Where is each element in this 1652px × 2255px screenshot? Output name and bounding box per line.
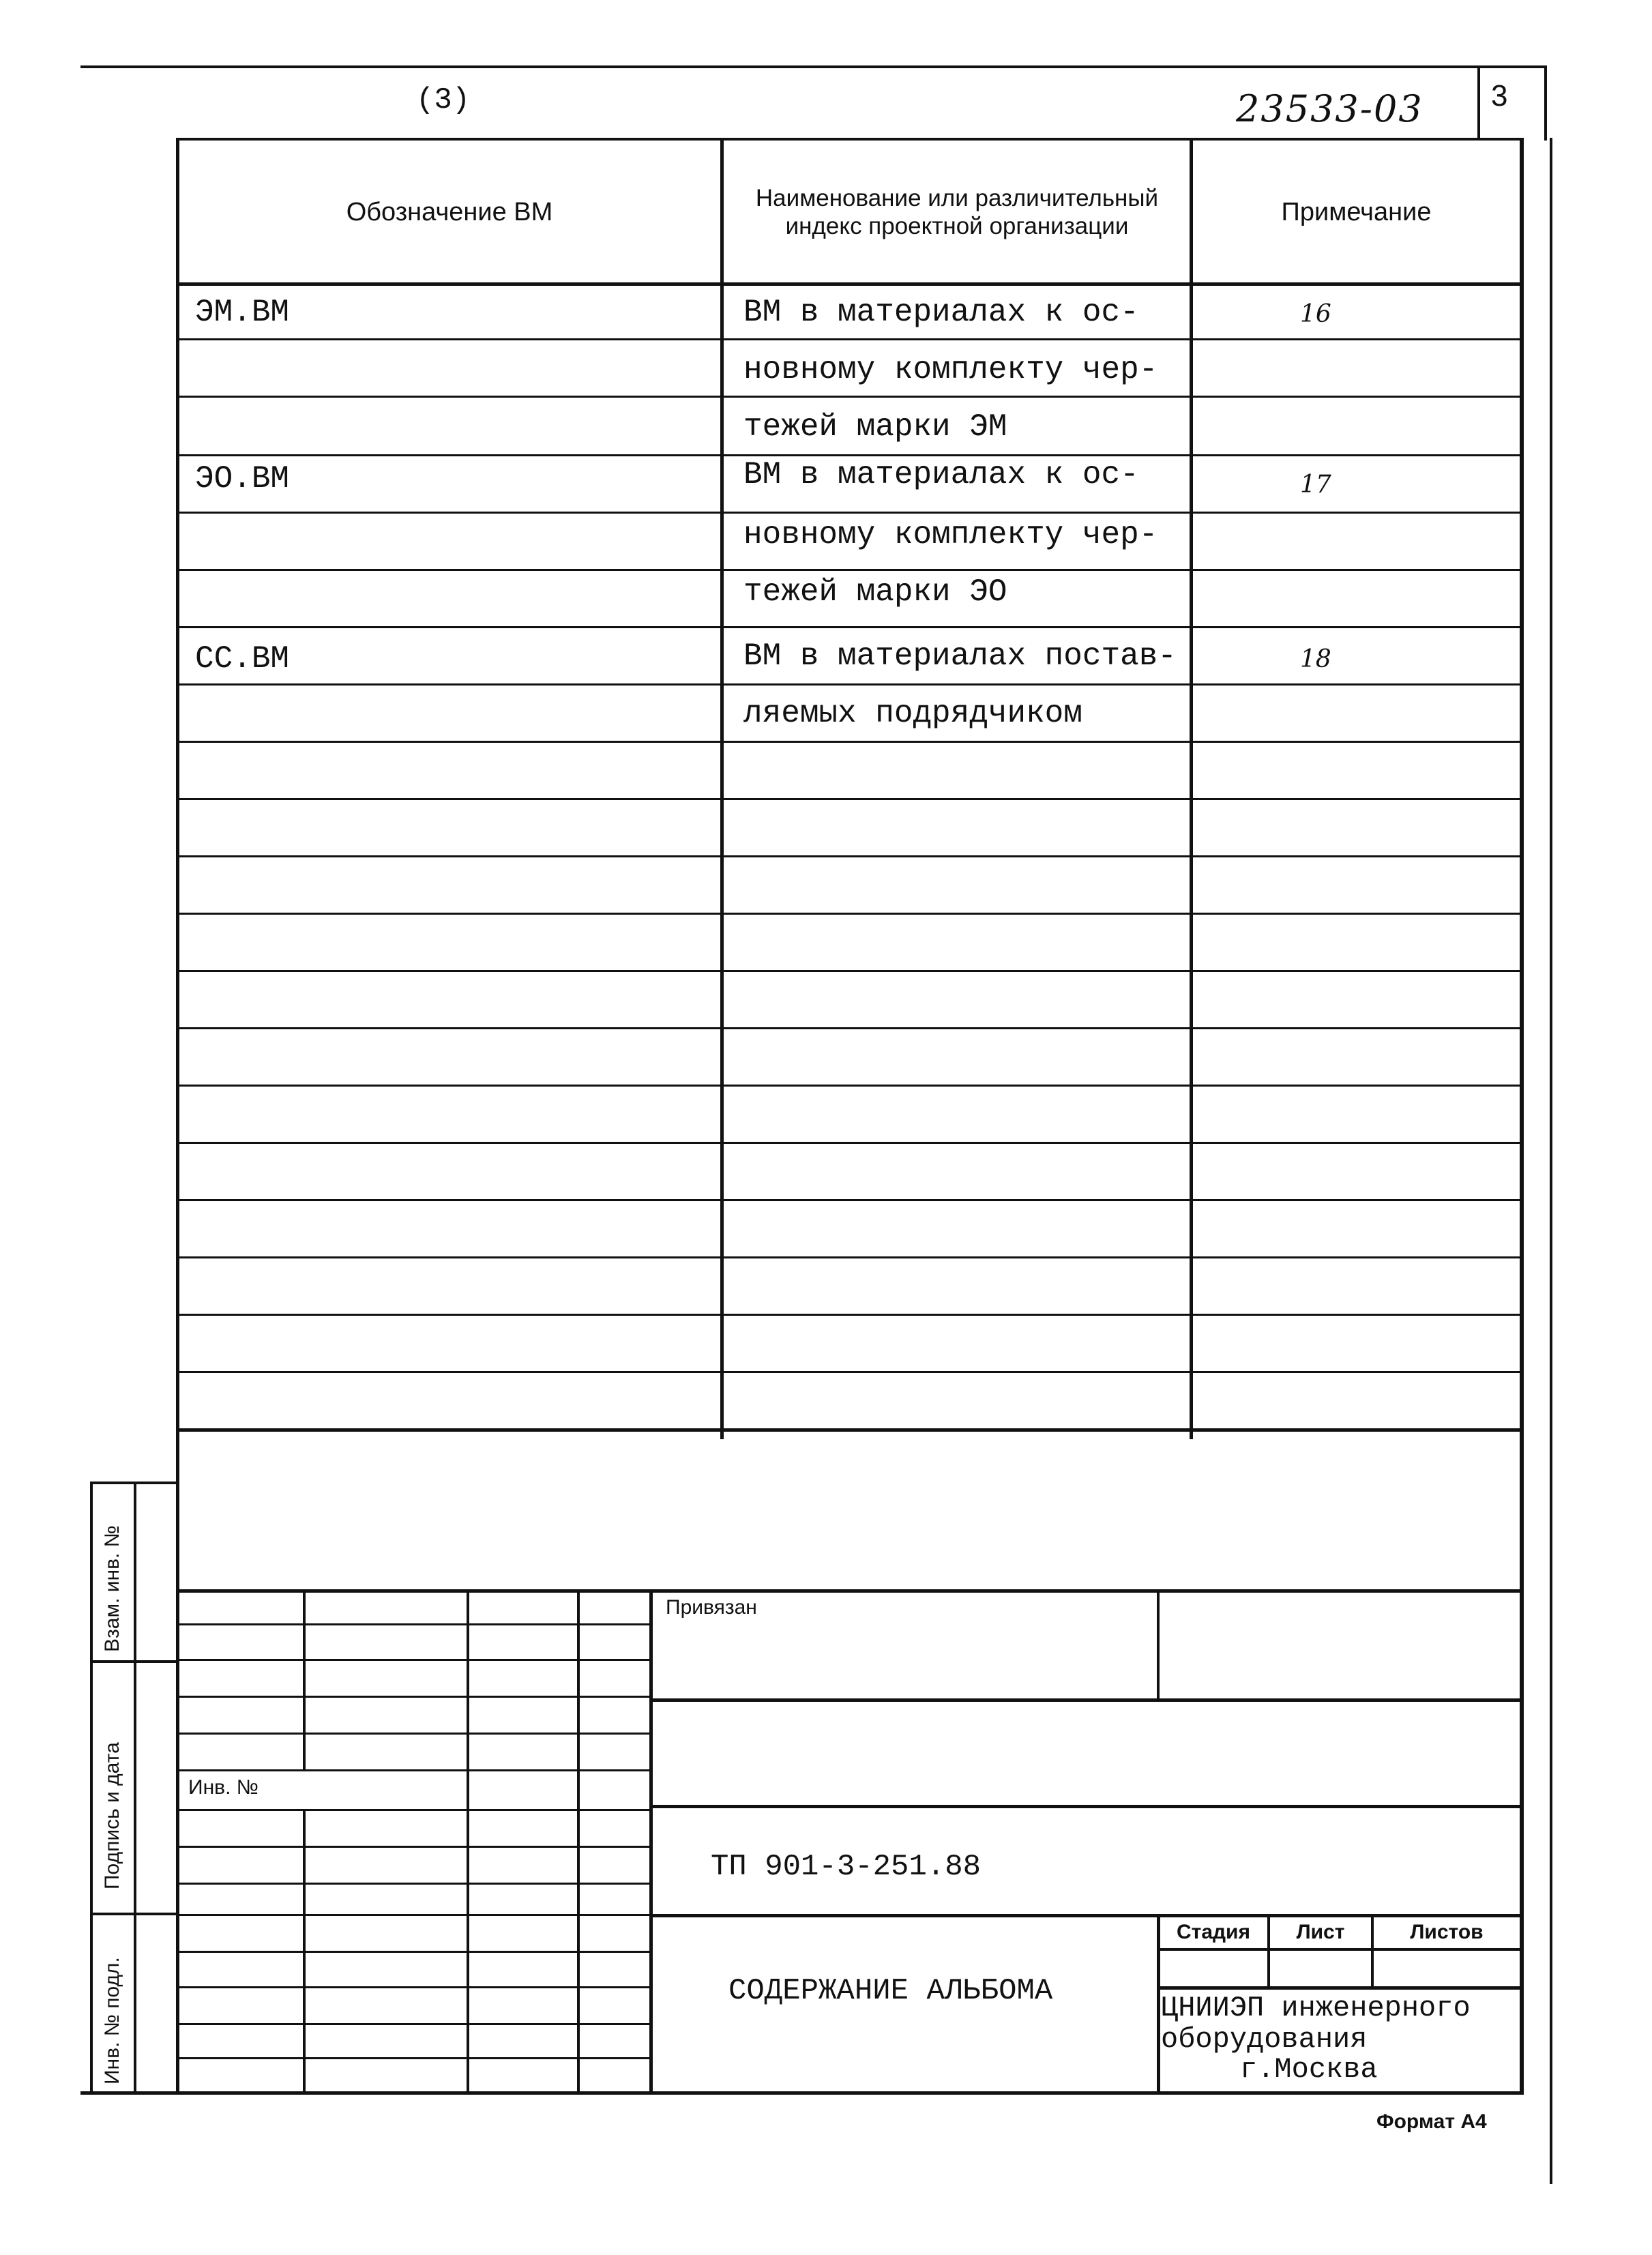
top-rule: [80, 65, 1547, 68]
row-rule: [179, 1085, 1520, 1087]
stage-label: Стадия: [1176, 1921, 1251, 1943]
sheet-title: СОДЕРЖАНИЕ АЛЬБОМА: [728, 1974, 1053, 2008]
frame-left: [176, 138, 179, 2094]
row-rule: [179, 1314, 1520, 1316]
row-rule: [179, 1142, 1520, 1144]
grid-col-4: [649, 1589, 653, 2094]
title-rule-2: [649, 1805, 1524, 1808]
name-cell: ВМ в материалах к ос-: [743, 295, 1139, 330]
project-code: ТП 901-3-251.88: [711, 1850, 982, 1884]
grid-row-rule: [179, 1623, 649, 1625]
row-rule: [179, 626, 1520, 628]
name-cell: тежей марки ЭО: [743, 574, 1007, 610]
outer-margin-line: [1550, 138, 1552, 2184]
page-number: 3: [1491, 79, 1508, 113]
col-divider-1: [720, 138, 724, 1439]
row-rule: [179, 1256, 1520, 1258]
org-line-1: ЦНИИЭП инженерного: [1161, 1992, 1471, 2024]
grid-row-rule: [179, 1846, 649, 1848]
replace-inv-label: Взам. инв. №: [101, 1525, 123, 1652]
row-rule: [179, 338, 1520, 340]
grid-row-rule: [179, 1733, 649, 1735]
row-rule: [179, 683, 1520, 686]
sheet-label: Лист: [1296, 1921, 1345, 1943]
sheet-ref: (3): [416, 83, 471, 117]
name-cell: новному комплекту чер-: [743, 517, 1158, 552]
grid-row-rule: [179, 1951, 649, 1953]
name-cell: ляемых подрядчиком: [743, 696, 1082, 731]
table-bottom-rule: [179, 1428, 1520, 1432]
frame-right: [1520, 138, 1524, 2094]
page-num-left-border: [1477, 65, 1480, 141]
format-label: Формат А4: [1376, 2110, 1487, 2133]
sheets-label: Листов: [1410, 1921, 1484, 1943]
org-top-rule: [1157, 1986, 1524, 1990]
column-header-name: Наименование или различительный индекс проектной организации: [755, 185, 1159, 239]
row-rule: [179, 1027, 1520, 1029]
stamp-inner-divider: [134, 1482, 136, 2094]
grid-row-rule: [179, 1883, 649, 1885]
grid-row-rule: [179, 1659, 649, 1661]
row-rule: [179, 1371, 1520, 1373]
note-cell: 17: [1300, 471, 1331, 499]
title-rule-1: [649, 1698, 1524, 1702]
grid-row-rule: [179, 1809, 649, 1811]
stamp-divider-2: [90, 1913, 179, 1915]
name-cell: ВМ в материалах постав-: [743, 638, 1177, 674]
row-rule: [179, 454, 1520, 456]
stamp-divider-1: [90, 1660, 179, 1663]
grid-col-1-upper: [303, 1589, 306, 1769]
grid-row-rule: [179, 1769, 649, 1771]
grid-row-rule: [179, 1986, 649, 1988]
header-rule: [176, 282, 1524, 286]
signature-date-label: Подпись и дата: [101, 1742, 123, 1889]
grid-row-rule: [179, 1696, 649, 1698]
designation-cell: СС.ВМ: [195, 641, 290, 677]
row-rule: [179, 396, 1520, 398]
row-rule: [179, 913, 1520, 915]
grid-row-rule: [179, 2023, 649, 2025]
grid-col-3: [577, 1589, 580, 2094]
org-line-3: г.Москва: [1240, 2053, 1378, 2086]
attached-divider: [1157, 1589, 1160, 1701]
attached-label: Привязан: [666, 1596, 757, 1619]
designation-cell: ЭМ.ВМ: [195, 295, 290, 330]
name-cell: новному комплекту чер-: [743, 352, 1158, 387]
row-rule: [179, 1199, 1520, 1201]
document-number: 23533-03: [1236, 87, 1424, 130]
title-rule-3: [649, 1914, 1524, 1917]
grid-row-rule: [179, 1914, 649, 1916]
row-rule: [179, 970, 1520, 972]
row-rule: [179, 512, 1520, 514]
row-rule: [179, 798, 1520, 800]
row-rule: [179, 569, 1520, 571]
inv-original-label: Инв. № подл.: [101, 1957, 123, 2084]
row-rule: [179, 855, 1520, 857]
name-cell: тежей марки ЭМ: [743, 409, 1007, 445]
org-line-2: оборудования: [1161, 2023, 1368, 2056]
page-num-right-border: [1544, 65, 1547, 141]
column-header-note: Примечание: [1281, 198, 1432, 226]
note-cell: 16: [1300, 300, 1331, 328]
designation-cell: ЭО.ВМ: [195, 461, 290, 497]
grid-row-rule: [179, 2057, 649, 2059]
grid-col-2: [467, 1589, 469, 2094]
stage-rule: [1157, 1948, 1524, 1951]
col-divider-2: [1190, 138, 1193, 1439]
note-cell: 18: [1300, 645, 1331, 673]
column-header-designation: Обозначение ВМ: [346, 198, 553, 226]
row-rule: [179, 741, 1520, 743]
frame-bottom: [80, 2091, 1524, 2095]
name-cell: ВМ в материалах к ос-: [743, 457, 1139, 492]
title-block-top: [176, 1589, 1524, 1593]
stamp-outer-left: [90, 1482, 93, 2094]
inv-number-label: Инв. №: [188, 1776, 259, 1799]
